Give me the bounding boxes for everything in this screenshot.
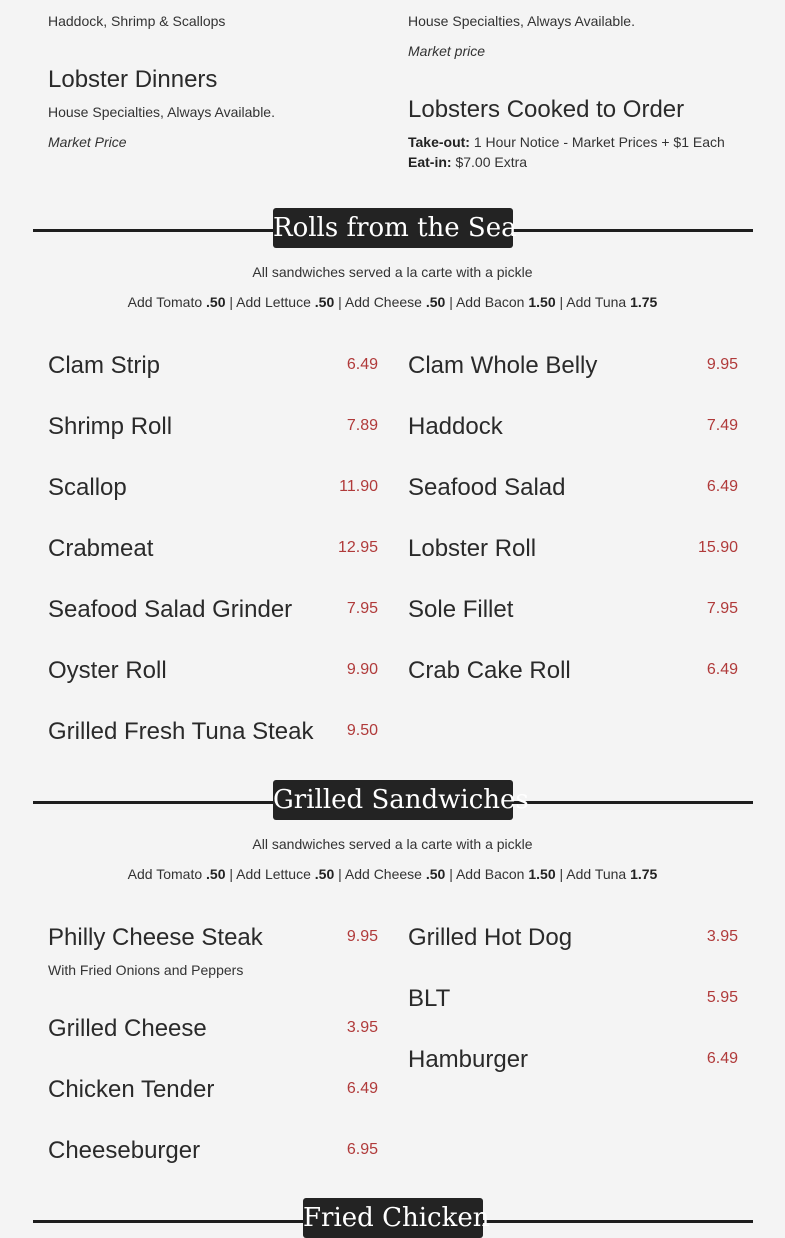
menu-item-price: 9.95 — [706, 356, 738, 373]
menu-item-price: 3.95 — [346, 1019, 378, 1036]
separator: | — [559, 866, 564, 882]
addon-tuna: Add Tuna — [566, 866, 627, 882]
addon-lettuce: Add Lettuce — [236, 866, 311, 882]
separator: | — [229, 866, 234, 882]
menu-item-name: Sole Fillet — [408, 596, 514, 623]
menu-item-price: 7.49 — [706, 417, 738, 434]
served-note: All sandwiches served a la carte with a pickle — [252, 264, 533, 280]
menu-item-price: 7.95 — [346, 600, 378, 617]
menu-item-name: Shrimp Roll — [48, 413, 173, 440]
addon-tomato: Add Tomato — [127, 294, 203, 310]
separator: | — [449, 866, 453, 882]
menu-item-price: 6.49 — [346, 356, 378, 373]
menu-item-name: Seafood Salad Grinder — [48, 596, 293, 623]
eatin-label: Eat-in: — [408, 154, 452, 170]
menu-item-price: 15.90 — [697, 539, 738, 556]
section-title-rolls: Rolls from the Sea — [273, 208, 513, 248]
served-note: All sandwiches served a la carte with a pickle — [252, 836, 533, 852]
menu-item-price: 6.49 — [706, 661, 738, 678]
menu-item-name: Hamburger — [408, 1046, 529, 1073]
menu-item-name: Haddock — [408, 413, 503, 440]
separator: | — [338, 294, 342, 310]
menu-item-name: Seafood Salad — [408, 474, 566, 501]
item-note: With Fried Onions and Peppers — [48, 962, 244, 978]
menu-item-name: Crab Cake Roll — [408, 657, 571, 684]
addon-cheese-price: .50 — [425, 866, 446, 882]
separator: | — [338, 866, 342, 882]
addon-lettuce-price: .50 — [314, 294, 335, 310]
item-subtitle: Haddock, Shrimp & Scallops — [48, 13, 226, 29]
addon-bacon: Add Bacon — [455, 866, 525, 882]
menu-item-name: Grilled Cheese — [48, 1015, 207, 1042]
separator: | — [559, 294, 564, 310]
menu-item-price: 6.49 — [346, 1080, 378, 1097]
menu-item-price: 9.95 — [346, 928, 378, 945]
section-title-grilled: Grilled Sandwiches — [273, 780, 513, 820]
addon-bacon-price: 1.50 — [528, 866, 556, 882]
addon-tuna: Add Tuna — [566, 294, 627, 310]
addon-tuna-price: 1.75 — [630, 294, 658, 310]
addon-cheese: Add Cheese — [344, 866, 422, 882]
menu-item-price: 6.49 — [706, 1050, 738, 1067]
addon-cheese-price: .50 — [425, 294, 446, 310]
addon-bacon: Add Bacon — [455, 294, 525, 310]
menu-item-price: 5.95 — [706, 989, 738, 1006]
addon-cheese: Add Cheese — [344, 294, 422, 310]
menu-item-price: 11.90 — [339, 478, 378, 495]
menu-item-name: Lobsters Cooked to Order — [408, 96, 685, 123]
addons-line — [0, 866, 785, 882]
addon-tomato-price: .50 — [206, 866, 226, 882]
takeout-label: Take-out: — [408, 134, 470, 150]
addon-lettuce: Add Lettuce — [236, 294, 311, 310]
menu-item-name: Clam Whole Belly — [408, 352, 598, 379]
section-title-fried: Fried Chicken — [303, 1198, 483, 1238]
addon-tuna-price: 1.75 — [630, 866, 658, 882]
separator: | — [229, 294, 234, 310]
menu-item-name: Philly Cheese Steak — [48, 924, 263, 951]
separator: | — [449, 294, 453, 310]
eatin-text: $7.00 Extra — [455, 154, 528, 170]
eatin-line — [408, 154, 527, 170]
item-subtitle: House Specialties, Always Available. — [48, 104, 275, 120]
menu-item-price: 7.95 — [706, 600, 738, 617]
addon-tomato: Add Tomato — [127, 866, 203, 882]
menu-item-price: 9.50 — [346, 722, 378, 739]
menu-item-name: Lobster Roll — [408, 535, 537, 562]
addon-lettuce-price: .50 — [314, 866, 335, 882]
menu-item-name: Scallop — [48, 474, 127, 501]
menu-item-name: Grilled Hot Dog — [408, 924, 573, 951]
item-subtitle: House Specialties, Always Available. — [408, 13, 635, 29]
menu-item-name: Chicken Tender — [48, 1076, 215, 1103]
menu-item-name: Grilled Fresh Tuna Steak — [48, 718, 314, 745]
menu-item-price: 6.95 — [346, 1141, 378, 1158]
addons-line — [0, 294, 785, 310]
addon-bacon-price: 1.50 — [528, 294, 556, 310]
menu-item-name: Cheeseburger — [48, 1137, 201, 1164]
menu-item-name: Lobster Dinners — [48, 66, 218, 93]
menu-item-name: Crabmeat — [48, 535, 154, 562]
menu-item-name: Clam Strip — [48, 352, 161, 379]
menu-item-price: 6.49 — [706, 478, 738, 495]
price-note: Market price — [408, 43, 486, 59]
menu-item-name: BLT — [408, 985, 451, 1012]
takeout-line — [408, 134, 725, 150]
menu-item-price: 7.89 — [346, 417, 378, 434]
menu-item-price: 9.90 — [346, 661, 378, 678]
addon-tomato-price: .50 — [206, 294, 226, 310]
takeout-text: 1 Hour Notice - Market Prices + $1 Each — [473, 134, 725, 150]
menu-item-name: Oyster Roll — [48, 657, 167, 684]
menu-item-price: 12.95 — [337, 539, 378, 556]
price-note: Market Price — [48, 134, 127, 150]
menu-item-price: 3.95 — [706, 928, 738, 945]
